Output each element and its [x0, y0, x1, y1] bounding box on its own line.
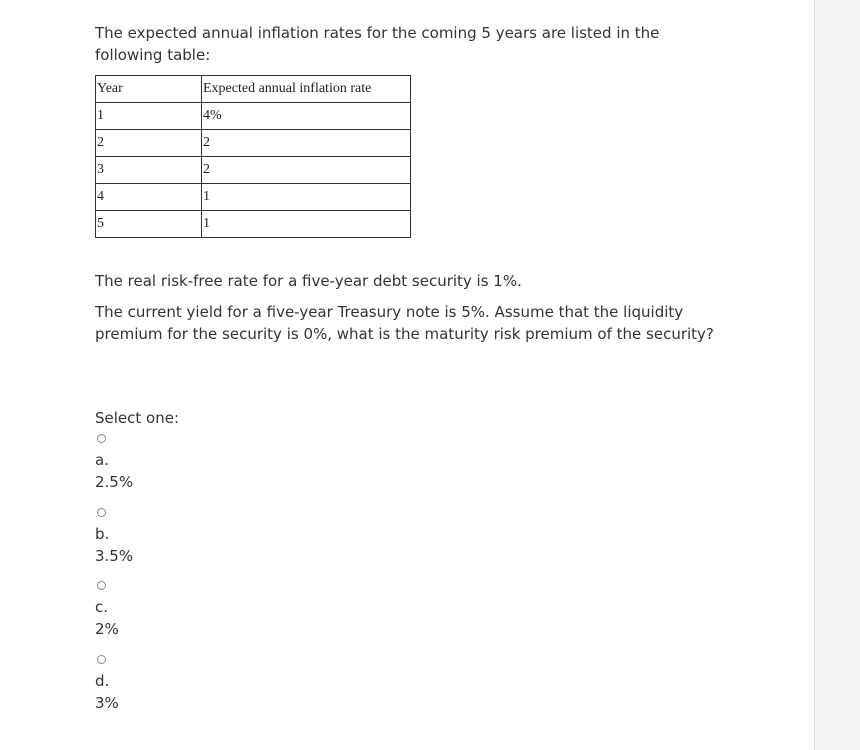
radio-button-d[interactable] [97, 655, 106, 664]
option-letter: a. [95, 451, 109, 469]
option-letter: c. [95, 598, 109, 616]
risk-free-rate-text: The real risk-free rate for a five-year debt security is 1%. [95, 272, 522, 290]
radio-button-b[interactable] [97, 508, 106, 517]
table-row [96, 103, 411, 130]
answer-option-a[interactable] [95, 434, 295, 493]
answer-option-b[interactable] [95, 508, 295, 567]
table-row [96, 211, 411, 238]
table-row [96, 157, 411, 184]
radio-button-c[interactable] [97, 581, 106, 590]
option-value: 3.5% [95, 547, 134, 565]
column-header-inflation-rate: Expected annual inflation rate [202, 76, 411, 103]
table-row [96, 184, 411, 211]
year-cell: 5 [96, 211, 202, 238]
year-cell: 4 [96, 184, 202, 211]
rate-cell: 4% [202, 103, 411, 130]
option-value: 2.5% [95, 473, 134, 491]
select-one-label: Select one: [95, 409, 180, 427]
rate-cell: 1 [202, 211, 411, 238]
question-intro: The expected annual inflation rates for the coming 5 years are listed in the following table: [95, 24, 660, 64]
radio-button-a[interactable] [97, 434, 106, 443]
rate-cell: 2 [202, 130, 411, 157]
year-cell: 1 [96, 103, 202, 130]
inflation-table [95, 75, 411, 238]
year-cell: 2 [96, 130, 202, 157]
column-header-year: Year [96, 76, 202, 103]
option-value: 2% [95, 620, 119, 638]
rate-cell: 2 [202, 157, 411, 184]
option-value: 3% [95, 694, 119, 712]
rate-cell: 1 [202, 184, 411, 211]
table-header-row [96, 76, 411, 103]
answer-option-d[interactable] [95, 655, 295, 714]
answer-option-c[interactable] [95, 581, 295, 640]
option-letter: b. [95, 525, 110, 543]
year-cell: 3 [96, 157, 202, 184]
table-row [96, 130, 411, 157]
side-panel-gutter [814, 0, 860, 750]
question-text: The current yield for a five-year Treasury note is 5%. Assume that the liquidity premium for the security is 0%, what is the maturity risk premium of the security? [95, 303, 714, 343]
option-letter: d. [95, 672, 110, 690]
